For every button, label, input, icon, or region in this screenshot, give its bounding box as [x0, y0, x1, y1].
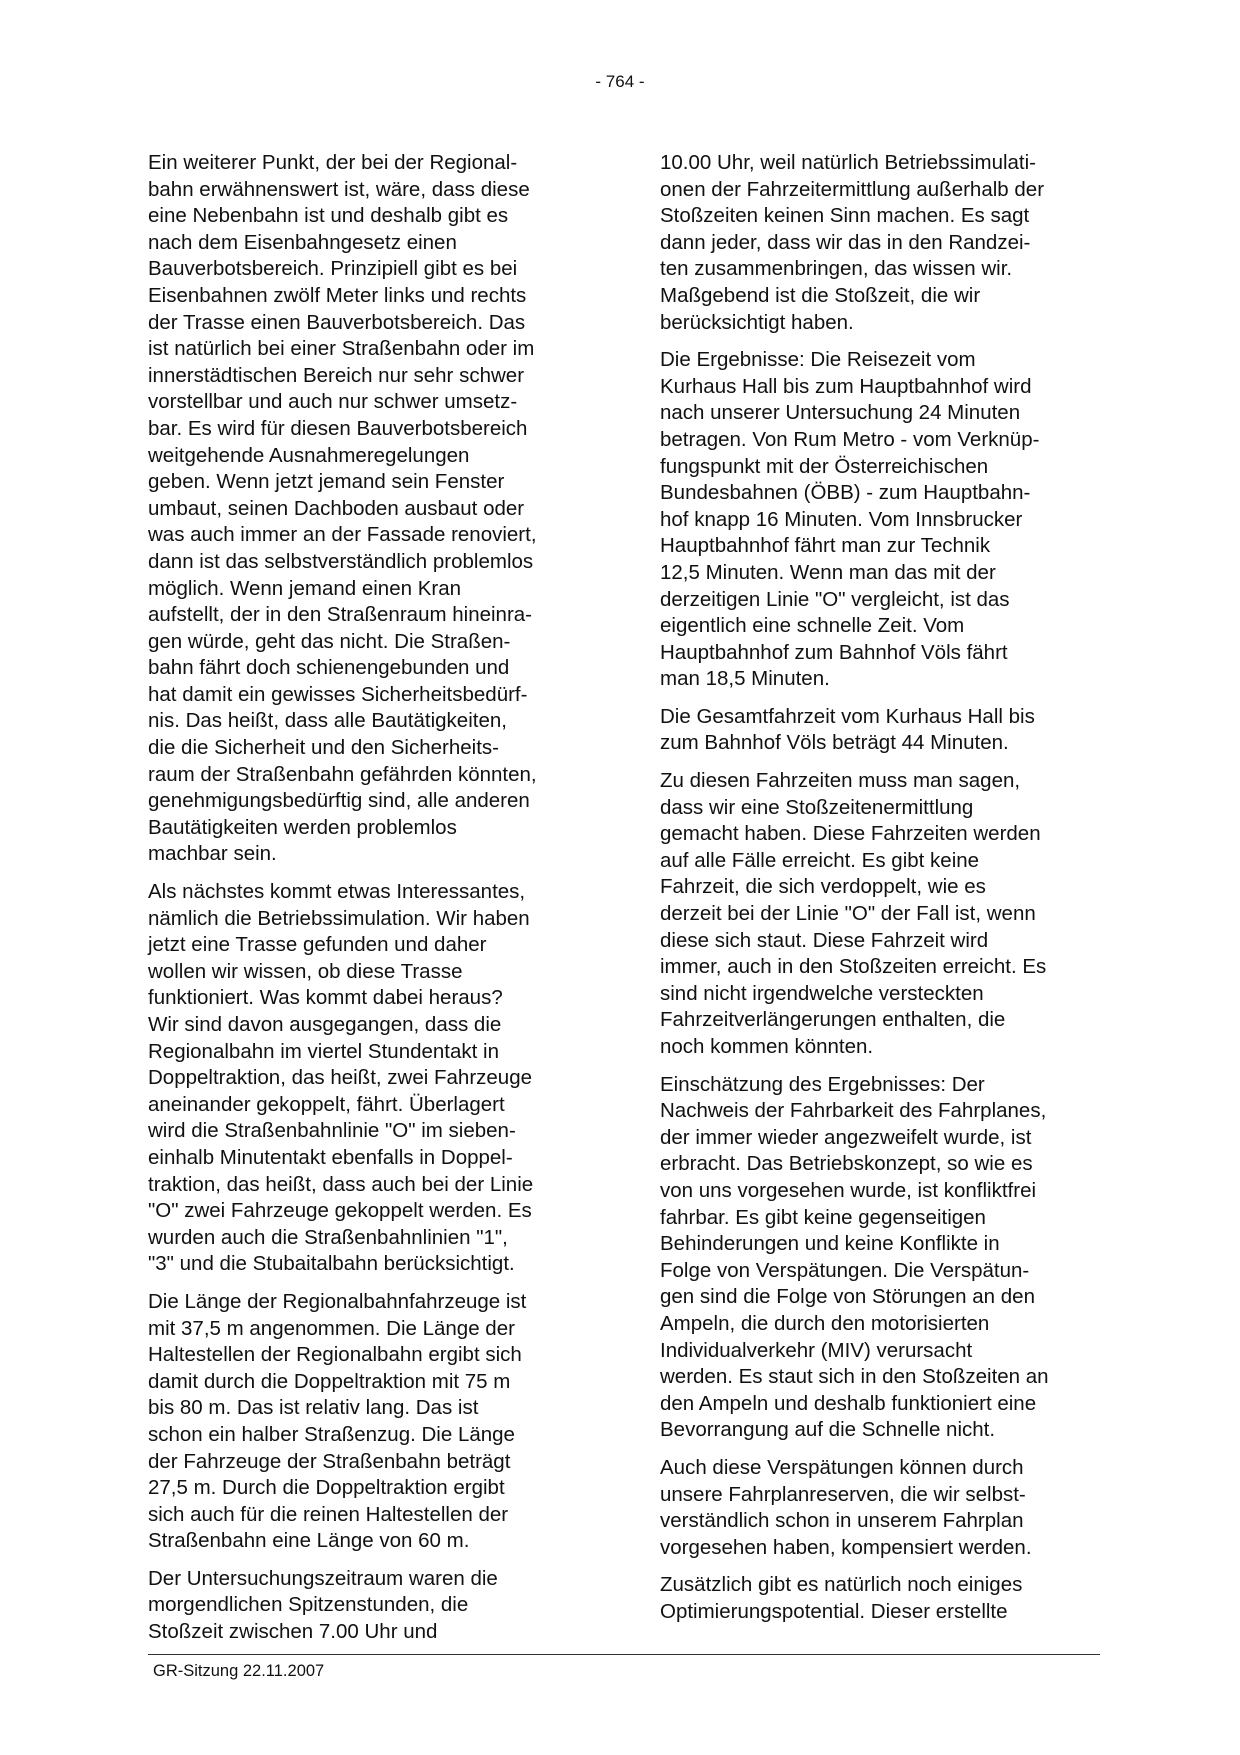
text-line: gen sind die Folge von Störungen an den [660, 1285, 1035, 1309]
text-line: werden. Es staut sich in den Stoßzeiten an [660, 1365, 1049, 1389]
text-line: bahn erwähnenswert ist, wäre, dass diese [148, 177, 530, 201]
text-line: "3" und die Stubaitalbahn berücksichtigt. [148, 1252, 515, 1276]
text-line: Nachweis der Fahrbarkeit des Fahrplanes, [660, 1099, 1047, 1123]
text-line: gen würde, geht das nicht. Die Straßen- [148, 629, 511, 653]
text-line: Straßenbahn eine Länge von 60 m. [148, 1529, 470, 1553]
text-line: nach unserer Untersuchung 24 Minuten [660, 401, 1021, 425]
left-column [148, 150, 588, 1657]
text-line: machbar sein. [148, 842, 277, 866]
text-line: auf alle Fälle erreicht. Es gibt keine [660, 848, 980, 872]
text-line: Maßgebend ist die Stoßzeit, die wir [660, 283, 981, 307]
text-line: bis 80 m. Das ist relativ lang. Das ist [148, 1396, 479, 1420]
text-line: aneinander gekoppelt, fährt. Überlagert [148, 1092, 505, 1116]
right-column [660, 150, 1100, 1636]
text-line: nämlich die Betriebssimulation. Wir haben [148, 906, 530, 930]
text-line: Bauverbotsbereich. Prinzipiell gibt es bei [148, 257, 518, 281]
text-line: raum der Straßenbahn gefährden könnten, [148, 762, 537, 786]
text-line: geben. Wenn jetzt jemand sein Fenster [148, 470, 505, 494]
text-line: Folge von Verspätungen. Die Verspätun- [660, 1258, 1030, 1282]
text-line: 27,5 m. Durch die Doppeltraktion ergibt [148, 1476, 505, 1500]
text-line: jetzt eine Trasse gefunden und daher [148, 933, 487, 957]
text-line: nach dem Eisenbahngesetz einen [148, 230, 457, 254]
text-line: Einschätzung des Ergebnisses: Der [660, 1072, 985, 1096]
text-line: verständlich schon in unserem Fahrplan [660, 1509, 1024, 1533]
right-column-paragraph [660, 150, 1100, 336]
text-line: zum Bahnhof Völs beträgt 44 Minuten. [660, 731, 1009, 755]
text-line: Ampeln, die durch den motorisierten [660, 1311, 990, 1335]
text-line: schon ein halber Straßenzug. Die Länge [148, 1422, 515, 1446]
text-line: umbaut, seinen Dachboden ausbaut oder [148, 496, 525, 520]
right-column-paragraph [660, 1572, 1100, 1625]
text-line: bar. Es wird für diesen Bauverbotsbereich [148, 416, 528, 440]
text-line: Als nächstes kommt etwas Interessantes, [148, 880, 526, 904]
footer-divider [148, 1654, 1100, 1655]
text-line: gemacht haben. Diese Fahrzeiten werden [660, 822, 1041, 846]
text-line: Behinderungen und keine Konflikte in [660, 1232, 1000, 1256]
text-line: Wir sind davon ausgegangen, dass die [148, 1013, 502, 1036]
text-line: Die Länge der Regionalbahnfahrzeuge ist [148, 1289, 527, 1313]
text-line: Haltestellen der Regionalbahn ergibt sich [148, 1343, 522, 1367]
text-line: Individualverkehr (MIV) verursacht [660, 1338, 973, 1362]
text-line: wollen wir wissen, ob diese Trasse [148, 959, 463, 983]
text-line: dann jeder, dass wir das in den Randzei- [660, 230, 1031, 254]
text-line: innerstädtischen Bereich nur sehr schwer [148, 363, 525, 387]
text-line: dass wir eine Stoßzeitenermittlung [660, 795, 974, 819]
text-line: hat damit ein gewisses Sicherheitsbedürf- [148, 682, 528, 706]
text-line: Auch diese Verspätungen können durch [660, 1455, 1024, 1479]
text-line: möglich. Wenn jemand einen Kran [148, 576, 461, 600]
text-line: "O" zwei Fahrzeuge gekoppelt werden. Es [148, 1199, 532, 1223]
text-line: 10.00 Uhr, weil natürlich Betriebssimulati- [660, 151, 1036, 174]
text-line: Stoßzeiten keinen Sinn machen. Es sagt [660, 204, 1030, 228]
left-column-paragraph [148, 879, 588, 1278]
text-line: der Trasse einen Bauverbotsbereich. Das [148, 310, 526, 334]
text-line: Eisenbahnen zwölf Meter links und rechts [148, 283, 527, 307]
text-line: derzeitigen Linie "O" vergleicht, ist das [660, 587, 1010, 611]
text-line: 12,5 Minuten. Wenn man das mit der [660, 560, 996, 584]
page-number: - 764 - [595, 72, 645, 91]
text-line: Zusätzlich gibt es natürlich noch einiges [660, 1573, 1023, 1597]
right-column-paragraph [660, 768, 1100, 1061]
text-line: was auch immer an der Fassade renoviert, [148, 523, 537, 547]
text-line: Ein weiterer Punkt, der bei der Regional- [148, 151, 518, 174]
text-line: aufstellt, der in den Straßenraum hineinra- [148, 603, 533, 627]
text-line: Hauptbahnhof fährt man zur Technik [660, 534, 991, 558]
text-line: von uns vorgesehen wurde, ist konfliktfrei [660, 1178, 1037, 1202]
text-line: eigentlich eine schnelle Zeit. Vom [660, 614, 965, 638]
text-line: sind nicht irgendwelche versteckten [660, 981, 984, 1005]
text-line: vorgesehen haben, kompensiert werden. [660, 1535, 1032, 1559]
left-column-paragraph [148, 150, 588, 868]
text-line: wird die Straßenbahnlinie "O" im sieben- [148, 1119, 516, 1143]
text-line: sich auch für die reinen Haltestellen der [148, 1502, 509, 1526]
text-line: Bundesbahnen (ÖBB) - zum Hauptbahn- [660, 481, 1031, 505]
text-line: vorstellbar und auch nur schwer umsetz- [148, 390, 518, 414]
text-line: wurden auch die Straßenbahnlinien "1", [148, 1225, 508, 1249]
text-line: Fahrzeit, die sich verdoppelt, wie es [660, 875, 986, 899]
text-line: dann ist das selbstverständlich problemlos [148, 549, 534, 573]
text-line: berücksichtigt haben. [660, 310, 854, 334]
text-line: Der Untersuchungszeitraum waren die [148, 1566, 498, 1590]
text-line: fahrbar. Es gibt keine gegenseitigen [660, 1205, 986, 1229]
text-line: Stoßzeit zwischen 7.00 Uhr und [148, 1620, 438, 1644]
left-column-paragraph [148, 1566, 588, 1646]
text-line: diese sich staut. Diese Fahrzeit wird [660, 928, 989, 952]
text-line: Hauptbahnhof zum Bahnhof Völs fährt [660, 640, 1008, 664]
text-line: ist natürlich bei einer Straßenbahn oder im [148, 337, 535, 361]
text-line: erbracht. Das Betriebskonzept, so wie es [660, 1152, 1033, 1176]
text-line: nis. Das heißt, dass alle Bautätigkeiten, [148, 709, 507, 733]
right-column-paragraph [660, 1072, 1100, 1444]
text-line: derzeit bei der Linie "O" der Fall ist, wenn [660, 902, 1036, 926]
text-line: Bevorrangung auf die Schnelle nicht. [660, 1418, 996, 1442]
text-line: der Fahrzeuge der Straßenbahn beträgt [148, 1449, 511, 1473]
text-line: unsere Fahrplanreserven, die wir selbst- [660, 1482, 1026, 1506]
text-line: eine Nebenbahn ist und deshalb gibt es [148, 204, 509, 228]
text-line: traktion, das heißt, dass auch bei der Linie [148, 1172, 534, 1196]
text-line: mit 37,5 m angenommen. Die Länge der [148, 1316, 515, 1340]
footer-session-date: GR-Sitzung 22.11.2007 [153, 1662, 325, 1680]
text-line: fungspunkt mit der Österreichischen [660, 454, 989, 478]
text-line: funktioniert. Was kommt dabei heraus? [148, 986, 503, 1010]
text-line: hof knapp 16 Minuten. Vom Innsbrucker [660, 507, 1023, 531]
right-column-paragraph [660, 704, 1100, 757]
text-line: noch kommen könnten. [660, 1035, 874, 1058]
text-line: damit durch die Doppeltraktion mit 75 m [148, 1369, 511, 1393]
text-line: ten zusammenbringen, das wissen wir. [660, 257, 1013, 281]
right-column-paragraph [660, 347, 1100, 693]
text-line: Bautätigkeiten werden problemlos [148, 815, 457, 839]
text-line: Die Gesamtfahrzeit vom Kurhaus Hall bis [660, 704, 1035, 728]
text-line: immer, auch in den Stoßzeiten erreicht. Es [660, 955, 1047, 979]
text-line: Zu diesen Fahrzeiten muss man sagen, [660, 769, 1021, 793]
text-line: Optimierungspotential. Dieser erstellte [660, 1599, 1008, 1623]
text-line: man 18,5 Minuten. [660, 667, 830, 691]
right-column-paragraph [660, 1455, 1100, 1561]
text-line: Doppeltraktion, das heißt, zwei Fahrzeuge [148, 1066, 533, 1090]
text-line: bahn fährt doch schienengebunden und [148, 656, 510, 680]
text-line: Kurhaus Hall bis zum Hauptbahnhof wird [660, 374, 1032, 398]
text-line: onen der Fahrzeitermittlung außerhalb der [660, 177, 1045, 201]
text-line: morgendlichen Spitzenstunden, die [148, 1593, 469, 1617]
text-line: die die Sicherheit und den Sicherheits- [148, 736, 499, 760]
text-line: weitgehende Ausnahmeregelungen [148, 443, 470, 467]
text-line: Die Ergebnisse: Die Reisezeit vom [660, 348, 976, 372]
text-line: genehmigungsbedürftig sind, alle anderen [148, 789, 530, 813]
text-line: den Ampeln und deshalb funktioniert eine [660, 1391, 1037, 1415]
text-line: Fahrzeitverlängerungen enthalten, die [660, 1008, 1006, 1032]
text-line: der immer wieder angezweifelt wurde, ist [660, 1125, 1032, 1149]
text-line: einhalb Minutentakt ebenfalls in Doppel- [148, 1145, 513, 1169]
text-line: Regionalbahn im viertel Stundentakt in [148, 1039, 499, 1063]
text-line: betragen. Von Rum Metro - vom Verknüp- [660, 427, 1040, 451]
left-column-paragraph [148, 1289, 588, 1555]
